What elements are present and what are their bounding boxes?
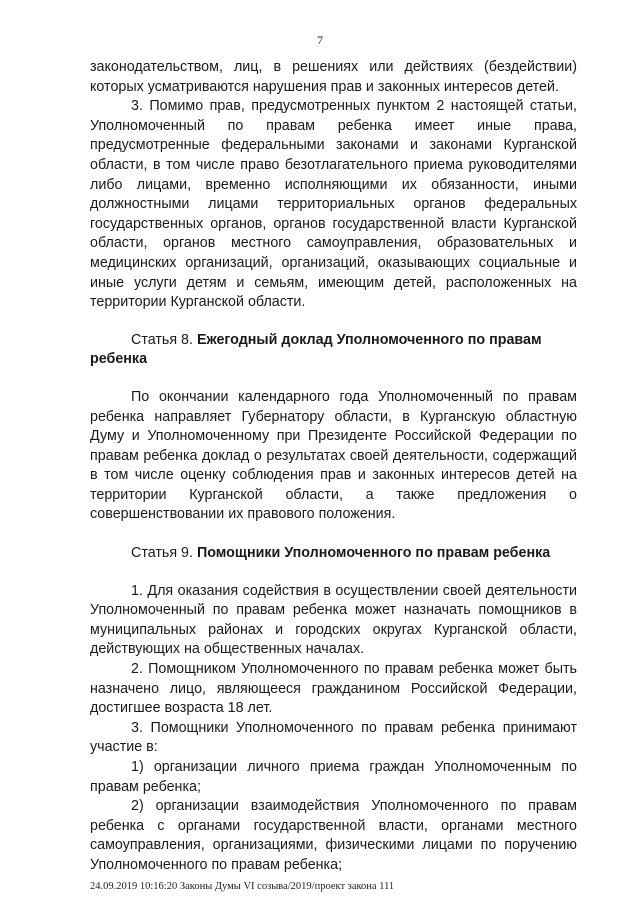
page-number: 7 — [317, 33, 323, 47]
article-9-item-3: 3. Помощники Уполномоченного по правам ребенка принимают участие в: — [90, 719, 577, 756]
footer-file-path: 24.09.2019 10:16:20 Законы Думы VI созыва/2019/проект закона 111 — [90, 881, 395, 892]
article-9-prefix: Статья 9. — [131, 545, 193, 562]
article-9-subitem-2: 2) организации взаимодействия Уполномоченного по правам ребенка с органами государственной власти, органами местного самоуправления, организациями, физическими лицами по поручению Уполномоченного по правам ребенка; — [90, 798, 577, 873]
paragraph-item-3: 3. Помимо прав, предусмотренных пунктом 2 настоящей статьи, Уполномоченный по правам ребенка имеет иные права, предусмотренные федеральными законами и законами Курганской области, в том числе право безотлагательного приема руководителями либо лицами, временно исполняющими их обязанности, иными должностными лицами территориальных органов федеральных государственных органов, органов государственной власти Курганской области, органов местного самоуправления, образовательных и медицинских организаций, организаций, оказывающих социальные и иные услуги детям и семьям, имеющим детей, расположенных на территории Курганской области. — [90, 98, 577, 311]
article-8-body: По окончании календарного года Уполномоченный по правам ребенка направляет Губернатору области, в Курганскую областную Думу и Уполномоченному при Президенте Российской Федерации по правам ребенка доклад о результатах своей деятельности, содержащий в том числе оценку соблюдения прав и законных интересов детей на территории Курганской области, а также предложения о совершенствовании их правового положения. — [90, 388, 577, 523]
article-9-title: Помощники Уполномоченного по правам ребенка — [196, 545, 551, 562]
article-9-subitem-1: 1) организации личного приема граждан Уполномоченным по правам ребенка; — [90, 759, 577, 795]
article-9-item-1: 1. Для оказания содействия в осуществлении своей деятельности Уполномоченный по правам ребенка может назначать помощников в муниципальных районах и городских округах Курганской области, действующих на общественных началах. — [90, 582, 577, 658]
paragraph-continuation: законодательством, лиц, в решениях или действиях (бездействии) которых усматриваются нарушения прав и законных интересов детей. — [90, 59, 577, 95]
article-8-title: Ежегодный доклад Уполномоченного по правам ребенка — [90, 331, 542, 368]
article-8-heading — [90, 331, 577, 370]
article-9-heading — [90, 544, 577, 564]
article-8-prefix: Статья 8. — [131, 331, 193, 348]
document-body — [90, 58, 577, 876]
article-9-item-2: 2. Помощником Уполномоченного по правам ребенка может быть назначено лицо, являющееся гражданином Российской Федерации, достигшее возраста 18 лет. — [90, 661, 577, 717]
